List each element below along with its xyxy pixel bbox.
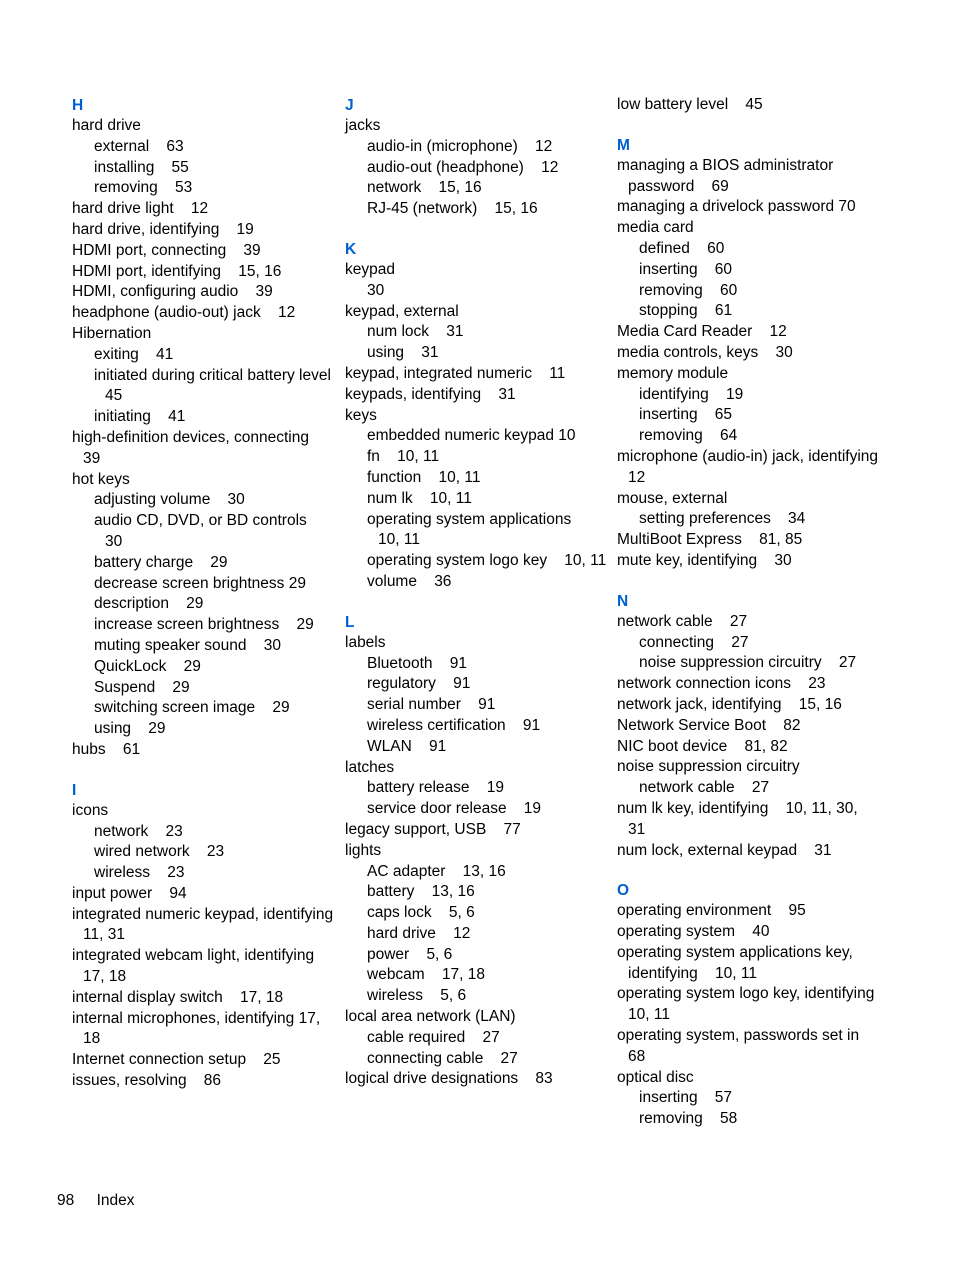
index-entry: headphone (audio-out) jack 12: [72, 304, 296, 322]
index-entry: Media Card Reader 12: [617, 323, 787, 341]
index-entry: mouse, external: [617, 489, 728, 507]
index-subentry: wireless certification 91: [367, 716, 541, 734]
index-subentry: regulatory 91: [367, 675, 471, 693]
section-letter: M: [617, 136, 630, 154]
index-subentry: wired network 23: [94, 843, 225, 861]
index-entry: Internet connection setup 25: [72, 1051, 281, 1069]
section-letter: K: [345, 240, 357, 258]
index-entry: lights: [345, 841, 382, 859]
index-entry: internal display switch 17, 18: [72, 988, 284, 1006]
index-subentry: WLAN 91: [367, 737, 447, 755]
index-subentry: embedded numeric keypad 10: [367, 427, 576, 445]
index-subentry: hard drive 12: [367, 924, 471, 942]
index-subentry: network 23: [94, 822, 183, 840]
index-subentry: serial number 91: [367, 696, 496, 714]
index-subentry: battery charge 29: [94, 553, 228, 571]
index-subentry: removing 64: [639, 427, 738, 445]
section-letter: N: [617, 592, 629, 610]
index-subentry: num lk 10, 11: [367, 489, 472, 507]
index-subentry: noise suppression circuitry 27: [639, 654, 857, 672]
index-column-1: [72, 95, 351, 1111]
index-entry: local area network (LAN): [345, 1008, 516, 1026]
index-subentry: caps lock 5, 6: [367, 904, 475, 922]
index-subentry: audio CD, DVD, or BD controls 30: [94, 512, 325, 550]
page-footer: [57, 1191, 152, 1211]
footer-section-title: Index: [96, 1192, 135, 1209]
index-subentry: inserting 65: [639, 406, 733, 424]
index-section-o: [617, 880, 892, 1130]
index-entry: HDMI, configuring audio 39: [72, 283, 273, 301]
index-entry: managing a drivelock password 70: [617, 198, 856, 216]
index-entry: issues, resolving 86: [72, 1072, 222, 1090]
index-subentry: 30: [367, 281, 385, 299]
index-entry: integrated numeric keypad, identifying 11, 31: [72, 905, 351, 944]
index-entry: keypads, identifying 31: [345, 385, 516, 403]
index-subentry: fn 10, 11: [367, 448, 440, 466]
index-entry: microphone (audio-in) jack, identifying 12: [617, 447, 896, 486]
index-subentry: Bluetooth 91: [367, 654, 467, 672]
index-entry: input power 94: [72, 884, 187, 902]
index-section-m: [617, 135, 896, 572]
index-subentry: using 31: [367, 344, 439, 362]
index-subentry: network 15, 16: [367, 179, 482, 197]
index-entry: HDMI port, connecting 39: [72, 241, 261, 259]
index-subentry: using 29: [94, 720, 166, 738]
index-subentry: increase screen brightness 29: [94, 616, 314, 634]
index-section-h: [72, 95, 349, 761]
section-letter: J: [345, 97, 354, 114]
index-subentry: decrease screen brightness 29: [94, 574, 306, 592]
index-section-i: [72, 780, 351, 1092]
index-entry: hubs 61: [72, 740, 141, 758]
index-subentry: installing 55: [94, 158, 189, 176]
index-subentry: removing 60: [639, 281, 738, 299]
section-letter: O: [617, 882, 630, 900]
index-entry: media card: [617, 219, 694, 237]
index-subentry: removing 53: [94, 179, 193, 197]
section-letter: L: [345, 613, 355, 631]
index-subentry: operating system logo key 10, 11: [367, 552, 607, 570]
index-entry: icons: [72, 801, 109, 819]
index-column-3: [617, 95, 896, 1149]
index-entry: NIC boot device 81, 82: [617, 737, 788, 755]
index-entry: keys: [345, 406, 377, 424]
index-subentry: operating system applications 10, 11: [367, 510, 589, 549]
index-subentry: exiting 41: [94, 345, 174, 363]
index-subentry: removing 58: [639, 1110, 738, 1128]
index-entry: operating system 40: [617, 923, 770, 941]
index-entry: num lock, external keypad 31: [617, 841, 832, 859]
index-column-2: [345, 95, 607, 1109]
index-subentry: identifying 19: [639, 385, 744, 403]
index-entry: managing a BIOS administrator password 69: [617, 156, 838, 195]
index-subentry: audio-out (headphone) 12: [367, 158, 559, 176]
index-subentry: Suspend 29: [94, 678, 190, 696]
index-entry: media controls, keys 30: [617, 343, 793, 361]
index-subentry: adjusting volume 30: [94, 491, 245, 509]
index-subentry: volume 36: [367, 572, 452, 590]
index-entry: labels: [345, 633, 386, 651]
index-entry: logical drive designations 83: [345, 1070, 553, 1088]
index-section-l: [345, 612, 607, 1091]
index-subentry: inserting 57: [639, 1089, 733, 1107]
index-subentry: stopping 61: [639, 302, 733, 320]
index-entry: high-definition devices, connecting 39: [72, 428, 327, 467]
index-entry: noise suppression circuitry: [617, 758, 800, 776]
index-subentry: wireless 23: [94, 864, 185, 882]
section-letter: H: [72, 97, 84, 114]
index-subentry: power 5, 6: [367, 945, 453, 963]
index-entry: hard drive: [72, 117, 141, 134]
index-section-k: [345, 239, 607, 593]
index-entry: operating system logo key, identifying 10, 11: [617, 985, 892, 1024]
index-entry: operating environment 95: [617, 902, 806, 920]
index-subentry: function 10, 11: [367, 468, 481, 486]
index-subentry: QuickLock 29: [94, 657, 201, 675]
index-subentry: external 63: [94, 137, 184, 155]
index-section-n: [617, 591, 879, 862]
index-entry: low battery level 45: [617, 96, 763, 113]
index-entry: hot keys: [72, 470, 130, 488]
index-entry: HDMI port, identifying 15, 16: [72, 262, 282, 280]
index-subentry: network cable 27: [639, 779, 770, 797]
index-entry: MultiBoot Express 81, 85: [617, 531, 803, 549]
index-entry: jacks: [345, 117, 381, 134]
index-entry: Network Service Boot 82: [617, 716, 801, 734]
index-subentry: audio-in (microphone) 12: [367, 137, 553, 155]
index-entry: mute key, identifying 30: [617, 551, 792, 569]
section-letter: I: [72, 781, 77, 799]
index-subentry: webcam 17, 18: [367, 966, 486, 984]
index-section-continued: [617, 95, 879, 116]
index-entry: integrated webcam light, identifying 17, 18: [72, 947, 332, 986]
index-entry: memory module: [617, 364, 729, 382]
index-subentry: switching screen image 29: [94, 699, 290, 717]
index-entry: keypad, external: [345, 302, 459, 320]
index-entry: internal microphones, identifying 17, 18: [72, 1009, 325, 1048]
index-entry: legacy support, USB 77: [345, 820, 521, 838]
index-subentry: num lock 31: [367, 323, 464, 341]
index-subentry: defined 60: [639, 239, 725, 257]
page-number: 98: [57, 1192, 75, 1209]
index-subentry: description 29: [94, 595, 204, 613]
index-subentry: initiated during critical battery level 45: [94, 366, 349, 405]
index-subentry: setting preferences 34: [639, 510, 806, 528]
index-entry: Hibernation: [72, 324, 152, 342]
index-subentry: battery 13, 16: [367, 883, 475, 901]
index-entry: optical disc: [617, 1068, 694, 1086]
index-subentry: cable required 27: [367, 1028, 500, 1046]
index-entry: keypad: [345, 260, 395, 278]
index-subentry: connecting cable 27: [367, 1049, 518, 1067]
index-subentry: battery release 19: [367, 779, 504, 797]
index-entry: hard drive light 12: [72, 200, 209, 218]
index-subentry: wireless 5, 6: [367, 987, 467, 1005]
index-entry: latches: [345, 758, 395, 776]
index-subentry: RJ-45 (network) 15, 16: [367, 200, 538, 218]
index-entry: network cable 27: [617, 612, 748, 630]
index-section-j: [345, 95, 607, 220]
index-entry: keypad, integrated numeric 11: [345, 364, 566, 382]
index-entry: network connection icons 23: [617, 675, 826, 693]
index-entry: hard drive, identifying 19: [72, 220, 254, 238]
index-entry: num lk key, identifying 10, 11, 30, 31: [617, 799, 862, 838]
index-subentry: connecting 27: [639, 633, 749, 651]
index-entry: network jack, identifying 15, 16: [617, 695, 842, 713]
index-subentry: muting speaker sound 30: [94, 636, 281, 654]
index-subentry: initiating 41: [94, 408, 186, 426]
index-subentry: AC adapter 13, 16: [367, 862, 506, 880]
index-subentry: inserting 60: [639, 260, 733, 278]
index-entry: operating system, passwords set in 68: [617, 1027, 877, 1065]
index-entry: operating system applications key, identifying 10, 11: [617, 943, 858, 982]
index-subentry: service door release 19: [367, 800, 542, 818]
